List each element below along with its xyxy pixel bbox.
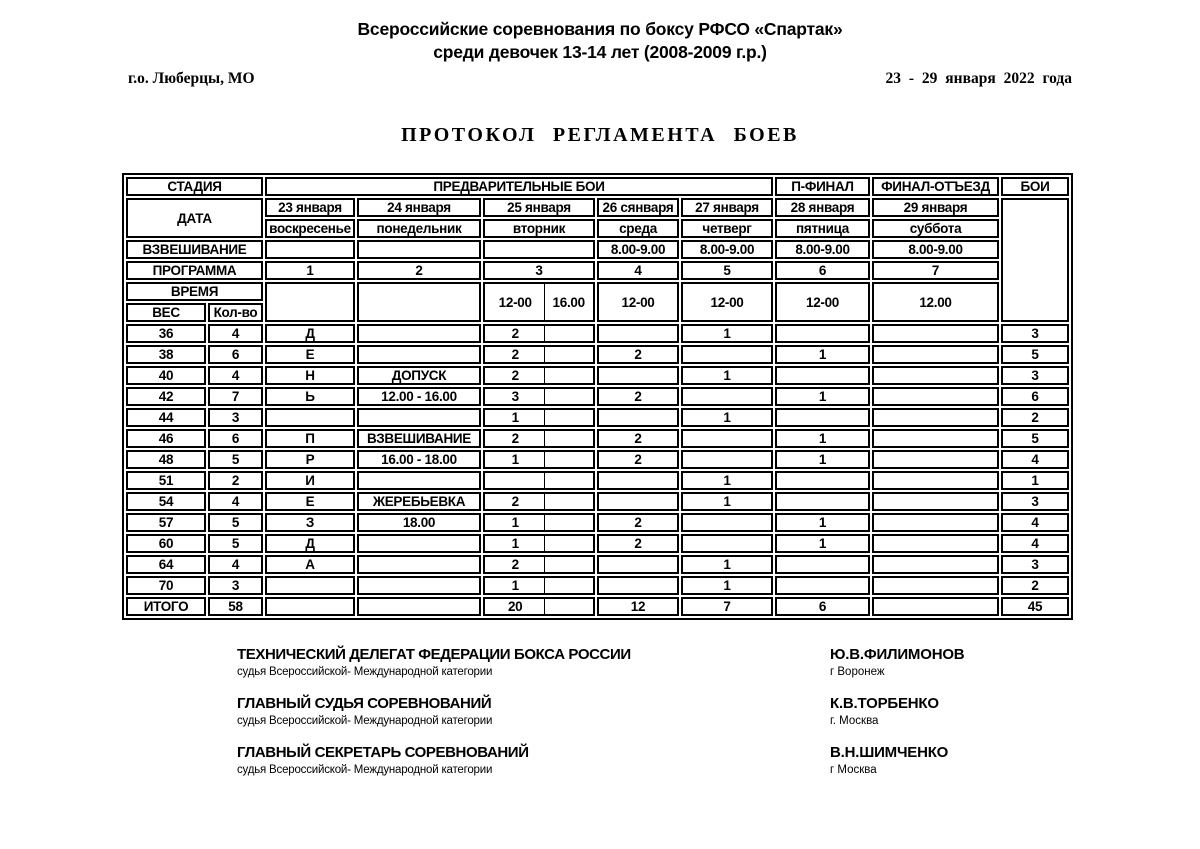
table-row xyxy=(126,408,1069,427)
count-label-cell: Кол-во xyxy=(208,303,263,322)
header-meta-row xyxy=(0,70,1200,88)
weighin-cell: 8.00-9.00 xyxy=(681,240,773,259)
day27-cell xyxy=(681,534,773,553)
day27-cell xyxy=(681,513,773,532)
total-day28-cell: 6 xyxy=(775,597,870,616)
day24-note-cell xyxy=(357,555,481,574)
document-header xyxy=(0,0,1200,88)
date-cell: 24 января xyxy=(357,198,481,217)
weekday-cell: понедельник xyxy=(357,219,481,238)
day25-1200-cell: 2 xyxy=(486,494,545,509)
day24-note-cell: 18.00 xyxy=(357,513,481,532)
table-total-section xyxy=(126,597,1069,616)
bouts-cell: 5 xyxy=(1001,429,1069,448)
date-cell: 28 января xyxy=(775,198,870,217)
day26-cell: 2 xyxy=(597,534,679,553)
day28-cell: 1 xyxy=(775,429,870,448)
page-title: ПРОТОКОЛ РЕГЛАМЕНТА БОЕВ xyxy=(401,124,799,146)
date-cell: 27 января xyxy=(681,198,773,217)
count-cell: 6 xyxy=(208,429,263,448)
total-arrival-cell xyxy=(265,597,355,616)
table-row xyxy=(126,450,1069,469)
weighin-cell xyxy=(483,240,595,259)
bouts-cell: 5 xyxy=(1001,345,1069,364)
weighin-cell xyxy=(265,240,355,259)
day25-1200-cell: 2 xyxy=(486,347,545,362)
time-row xyxy=(126,282,1069,301)
table-row xyxy=(126,429,1069,448)
signatory-title: ГЛАВНЫЙ СУДЬЯ СОРЕВНОВАНИЙ xyxy=(237,695,492,712)
signature-block xyxy=(237,744,1027,778)
program-cell: 7 xyxy=(872,261,999,280)
day25-1600-cell xyxy=(545,578,592,593)
day26-cell xyxy=(597,555,679,574)
day24-note-cell: ВЗВЕШИВАНИЕ xyxy=(357,429,481,448)
weight-cell: 36 xyxy=(126,324,206,343)
competition-title-line1: Всероссийские соревнования по боксу РФСО «Спартак» xyxy=(357,19,843,39)
bouts-cell: 4 xyxy=(1001,450,1069,469)
day29-cell xyxy=(872,513,999,532)
day26-cell xyxy=(597,576,679,595)
arrival-letter-cell: Ь xyxy=(265,387,355,406)
day29-cell xyxy=(872,492,999,511)
count-cell: 5 xyxy=(208,534,263,553)
day28-cell xyxy=(775,555,870,574)
day28-cell xyxy=(775,324,870,343)
time-cell: 12-00 xyxy=(597,282,679,322)
day25-cell xyxy=(483,513,595,532)
bouts-cell: 4 xyxy=(1001,513,1069,532)
day27-cell xyxy=(681,345,773,364)
day25-cell xyxy=(483,492,595,511)
day25-1200-cell: 1 xyxy=(486,410,545,425)
weight-cell: 57 xyxy=(126,513,206,532)
bouts-cell: 3 xyxy=(1001,324,1069,343)
day27-cell: 1 xyxy=(681,471,773,490)
program-cell: 2 xyxy=(357,261,481,280)
count-cell: 2 xyxy=(208,471,263,490)
day26-cell xyxy=(597,408,679,427)
total-label-cell: ИТОГО xyxy=(126,597,206,616)
count-cell: 4 xyxy=(208,324,263,343)
weight-cell: 46 xyxy=(126,429,206,448)
table-row xyxy=(126,513,1069,532)
count-cell: 5 xyxy=(208,450,263,469)
signature-block xyxy=(237,695,1027,729)
arrival-letter-cell: А xyxy=(265,555,355,574)
weighin-label-cell: ВЗВЕШИВАНИЕ xyxy=(126,240,263,259)
date-label-cell: ДАТА xyxy=(126,198,263,238)
weight-cell: 48 xyxy=(126,450,206,469)
day25-1600-cell xyxy=(545,347,592,362)
total-day26-cell: 12 xyxy=(597,597,679,616)
weight-cell: 51 xyxy=(126,471,206,490)
day28-cell xyxy=(775,492,870,511)
time-1200-cell: 12-00 xyxy=(486,284,545,320)
day25-1600-cell xyxy=(545,452,592,467)
weighin-cell: 8.00-9.00 xyxy=(872,240,999,259)
day25-cell xyxy=(483,429,595,448)
program-cell: 4 xyxy=(597,261,679,280)
weight-cell: 60 xyxy=(126,534,206,553)
time-1600-cell: 16.00 xyxy=(552,294,585,310)
signatory-name: Ю.В.ФИЛИМОНОВ xyxy=(830,646,965,663)
day25-1600-cell xyxy=(545,368,592,383)
day27-cell xyxy=(681,429,773,448)
total-day25b-cell xyxy=(545,599,592,614)
day25-1200-cell: 2 xyxy=(486,431,545,446)
total-day25-cell xyxy=(483,597,595,616)
total-row xyxy=(126,597,1069,616)
table-row xyxy=(126,366,1069,385)
date-cell: 26 сянваря xyxy=(597,198,679,217)
program-cell: 3 xyxy=(483,261,595,280)
weekday-cell: суббота xyxy=(872,219,999,238)
day25-1200-cell: 2 xyxy=(486,368,545,383)
day25-cell xyxy=(483,366,595,385)
day28-cell: 1 xyxy=(775,387,870,406)
day25-1200-cell: 1 xyxy=(486,536,545,551)
time-cell-split xyxy=(483,282,595,322)
day25-1200-cell: 1 xyxy=(486,515,545,530)
weight-cell: 64 xyxy=(126,555,206,574)
day29-cell xyxy=(872,534,999,553)
count-cell: 5 xyxy=(208,513,263,532)
arrival-letter-cell: Н xyxy=(265,366,355,385)
day24-note-cell xyxy=(357,534,481,553)
day25-1200-cell: 3 xyxy=(486,389,545,404)
bouts-cell: 3 xyxy=(1001,366,1069,385)
day26-cell: 2 xyxy=(597,345,679,364)
weekday-cell: среда xyxy=(597,219,679,238)
day24-note-cell: ЖЕРЕБЬЕВКА xyxy=(357,492,481,511)
weighin-cell: 8.00-9.00 xyxy=(775,240,870,259)
day28-cell xyxy=(775,366,870,385)
program-cell: 1 xyxy=(265,261,355,280)
program-cell: 5 xyxy=(681,261,773,280)
weighin-row xyxy=(126,240,1069,259)
weight-cell: 42 xyxy=(126,387,206,406)
table-row xyxy=(126,534,1069,553)
weight-cell: 44 xyxy=(126,408,206,427)
count-cell: 4 xyxy=(208,492,263,511)
day25-1600-cell xyxy=(545,410,592,425)
day25-1600-cell xyxy=(545,389,592,404)
prelim-bouts-label-cell: ПРЕДВАРИТЕЛЬНЫЕ БОИ xyxy=(265,177,773,196)
arrival-letter-cell: Д xyxy=(265,324,355,343)
weekday-row xyxy=(126,219,1069,238)
day29-cell xyxy=(872,555,999,574)
arrival-letter-cell: И xyxy=(265,471,355,490)
table-row xyxy=(126,345,1069,364)
signatory-title: ГЛАВНЫЙ СЕКРЕТАРЬ СОРЕВНОВАНИЙ xyxy=(237,744,529,761)
day25-1200-cell: 1 xyxy=(486,578,545,593)
bouts-cell: 1 xyxy=(1001,471,1069,490)
day24-note-cell: ДОПУСК xyxy=(357,366,481,385)
day26-cell: 2 xyxy=(597,429,679,448)
date-row xyxy=(126,198,1069,217)
arrival-letter-cell: З xyxy=(265,513,355,532)
time-cell: 12.00 xyxy=(872,282,999,322)
table-row xyxy=(126,324,1069,343)
weight-cell: 38 xyxy=(126,345,206,364)
total-day24-cell xyxy=(357,597,481,616)
day29-cell xyxy=(872,324,999,343)
day25-1600-cell xyxy=(545,494,592,509)
signatory-subtitle: судья Всероссийской- Международной категории xyxy=(237,764,493,776)
day24-note-cell: 12.00 - 16.00 xyxy=(357,387,481,406)
day27-cell xyxy=(681,450,773,469)
arrival-letter-cell: Д xyxy=(265,534,355,553)
day24-note-cell xyxy=(357,345,481,364)
protocol-table xyxy=(122,173,1073,620)
day26-cell xyxy=(597,324,679,343)
total-day25a-cell: 20 xyxy=(486,599,545,614)
program-row xyxy=(126,261,1069,280)
table-row xyxy=(126,492,1069,511)
day25-1600-cell xyxy=(545,515,592,530)
day29-cell xyxy=(872,471,999,490)
weekday-cell: четверг xyxy=(681,219,773,238)
day29-cell xyxy=(872,429,999,448)
day26-cell: 2 xyxy=(597,513,679,532)
day24-note-cell xyxy=(357,408,481,427)
total-day27-cell: 7 xyxy=(681,597,773,616)
day27-cell: 1 xyxy=(681,492,773,511)
day26-cell xyxy=(597,366,679,385)
bouts-cell: 3 xyxy=(1001,492,1069,511)
total-count-cell: 58 xyxy=(208,597,263,616)
bouts-cell: 6 xyxy=(1001,387,1069,406)
day28-cell: 1 xyxy=(775,450,870,469)
time-cell xyxy=(265,282,355,322)
day28-cell xyxy=(775,408,870,427)
day25-cell xyxy=(483,387,595,406)
signatory-city: г. Москва xyxy=(830,715,879,727)
day25-cell xyxy=(483,408,595,427)
total-day29-cell xyxy=(872,597,999,616)
date-range-text: 23 - 29 января 2022 года xyxy=(885,70,1072,87)
signatory-name: В.Н.ШИМЧЕНКО xyxy=(830,744,949,761)
day24-note-cell: 16.00 - 18.00 xyxy=(357,450,481,469)
count-cell: 4 xyxy=(208,555,263,574)
day25-1200-cell xyxy=(486,473,545,488)
day29-cell xyxy=(872,387,999,406)
weekday-cell: воскресенье xyxy=(265,219,355,238)
count-cell: 3 xyxy=(208,576,263,595)
day28-cell: 1 xyxy=(775,513,870,532)
weighin-cell: 8.00-9.00 xyxy=(597,240,679,259)
day25-1600-cell xyxy=(545,326,592,341)
signatory-city: г Воронеж xyxy=(830,666,885,678)
signature-block xyxy=(237,646,1027,680)
day27-cell: 1 xyxy=(681,576,773,595)
day25-1600-cell xyxy=(545,536,592,551)
day25-cell xyxy=(483,576,595,595)
weight-cell: 54 xyxy=(126,492,206,511)
day27-cell: 1 xyxy=(681,555,773,574)
signatory-city: г Москва xyxy=(830,764,877,776)
day26-cell: 2 xyxy=(597,387,679,406)
total-bouts-cell: 45 xyxy=(1001,597,1069,616)
signatory-name: К.В.ТОРБЕНКО xyxy=(830,695,939,712)
bouts-label-cell: БОИ xyxy=(1001,177,1069,196)
time-label-cell: ВРЕМЯ xyxy=(126,282,263,301)
program-cell: 6 xyxy=(775,261,870,280)
day28-cell xyxy=(775,576,870,595)
stage-label-cell: СТАДИЯ xyxy=(126,177,263,196)
bouts-cell: 4 xyxy=(1001,534,1069,553)
date-cell: 29 января xyxy=(872,198,999,217)
date-cell: 23 января xyxy=(265,198,355,217)
weight-label-cell: ВЕС xyxy=(126,303,206,322)
day25-1600-cell xyxy=(545,431,592,446)
day25-cell xyxy=(483,471,595,490)
count-cell: 4 xyxy=(208,366,263,385)
day29-cell xyxy=(872,450,999,469)
day25-1600-cell xyxy=(545,473,592,488)
day25-1600-cell xyxy=(545,557,592,572)
time-cell: 12-00 xyxy=(775,282,870,322)
program-label-cell: ПРОГРАММА xyxy=(126,261,263,280)
day27-cell xyxy=(681,387,773,406)
arrival-letter-cell: Е xyxy=(265,345,355,364)
arrival-letter-cell xyxy=(265,408,355,427)
day27-cell: 1 xyxy=(681,366,773,385)
bouts-cell: 2 xyxy=(1001,576,1069,595)
count-cell: 6 xyxy=(208,345,263,364)
day24-note-cell xyxy=(357,576,481,595)
arrival-letter-cell: Р xyxy=(265,450,355,469)
table-row xyxy=(126,387,1069,406)
day29-cell xyxy=(872,366,999,385)
signatory-subtitle: судья Всероссийской- Международной категории xyxy=(237,715,493,727)
day26-cell xyxy=(597,492,679,511)
count-cell: 7 xyxy=(208,387,263,406)
table-row xyxy=(126,471,1069,490)
day25-cell xyxy=(483,345,595,364)
signatory-subtitle: судья Всероссийской- Международной категории xyxy=(237,666,493,678)
bouts-column-spacer-cell xyxy=(1001,198,1069,322)
final-label-cell: ФИНАЛ-ОТЪЕЗД xyxy=(872,177,999,196)
time-cell xyxy=(357,282,481,322)
table-row xyxy=(126,576,1069,595)
day25-cell xyxy=(483,450,595,469)
day25-cell xyxy=(483,324,595,343)
weight-cell: 40 xyxy=(126,366,206,385)
weight-cell: 70 xyxy=(126,576,206,595)
table-body-section xyxy=(126,324,1069,595)
day25-cell xyxy=(483,534,595,553)
table-header-section xyxy=(126,177,1069,322)
weekday-cell: пятница xyxy=(775,219,870,238)
day25-cell xyxy=(483,555,595,574)
day28-cell: 1 xyxy=(775,534,870,553)
arrival-letter-cell: П xyxy=(265,429,355,448)
location-text: г.о. Люберцы, МО xyxy=(128,70,255,87)
day28-cell xyxy=(775,471,870,490)
day29-cell xyxy=(872,408,999,427)
day26-cell xyxy=(597,471,679,490)
day25-1200-cell: 1 xyxy=(486,452,545,467)
table-row xyxy=(126,555,1069,574)
day28-cell: 1 xyxy=(775,345,870,364)
competition-title-line2: среди девочек 13-14 лет (2008-2009 г.р.) xyxy=(433,42,767,62)
semifinal-label-cell: П-ФИНАЛ xyxy=(775,177,870,196)
weighin-cell xyxy=(357,240,481,259)
bouts-cell: 2 xyxy=(1001,408,1069,427)
date-cell: 25 января xyxy=(483,198,595,217)
day26-cell: 2 xyxy=(597,450,679,469)
bouts-cell: 3 xyxy=(1001,555,1069,574)
signatures-section xyxy=(237,646,1027,778)
day24-note-cell xyxy=(357,471,481,490)
day25-1200-cell: 2 xyxy=(486,557,545,572)
day27-cell: 1 xyxy=(681,408,773,427)
arrival-letter-cell xyxy=(265,576,355,595)
time-cell: 12-00 xyxy=(681,282,773,322)
day27-cell: 1 xyxy=(681,324,773,343)
arrival-letter-cell: Е xyxy=(265,492,355,511)
weekday-cell: вторник xyxy=(483,219,595,238)
day25-1200-cell: 2 xyxy=(486,326,545,341)
signatory-title: ТЕХНИЧЕСКИЙ ДЕЛЕГАТ ФЕДЕРАЦИИ БОКСА РОССИИ xyxy=(237,646,631,663)
day29-cell xyxy=(872,345,999,364)
day24-note-cell xyxy=(357,324,481,343)
day29-cell xyxy=(872,576,999,595)
stage-row xyxy=(126,177,1069,196)
count-cell: 3 xyxy=(208,408,263,427)
